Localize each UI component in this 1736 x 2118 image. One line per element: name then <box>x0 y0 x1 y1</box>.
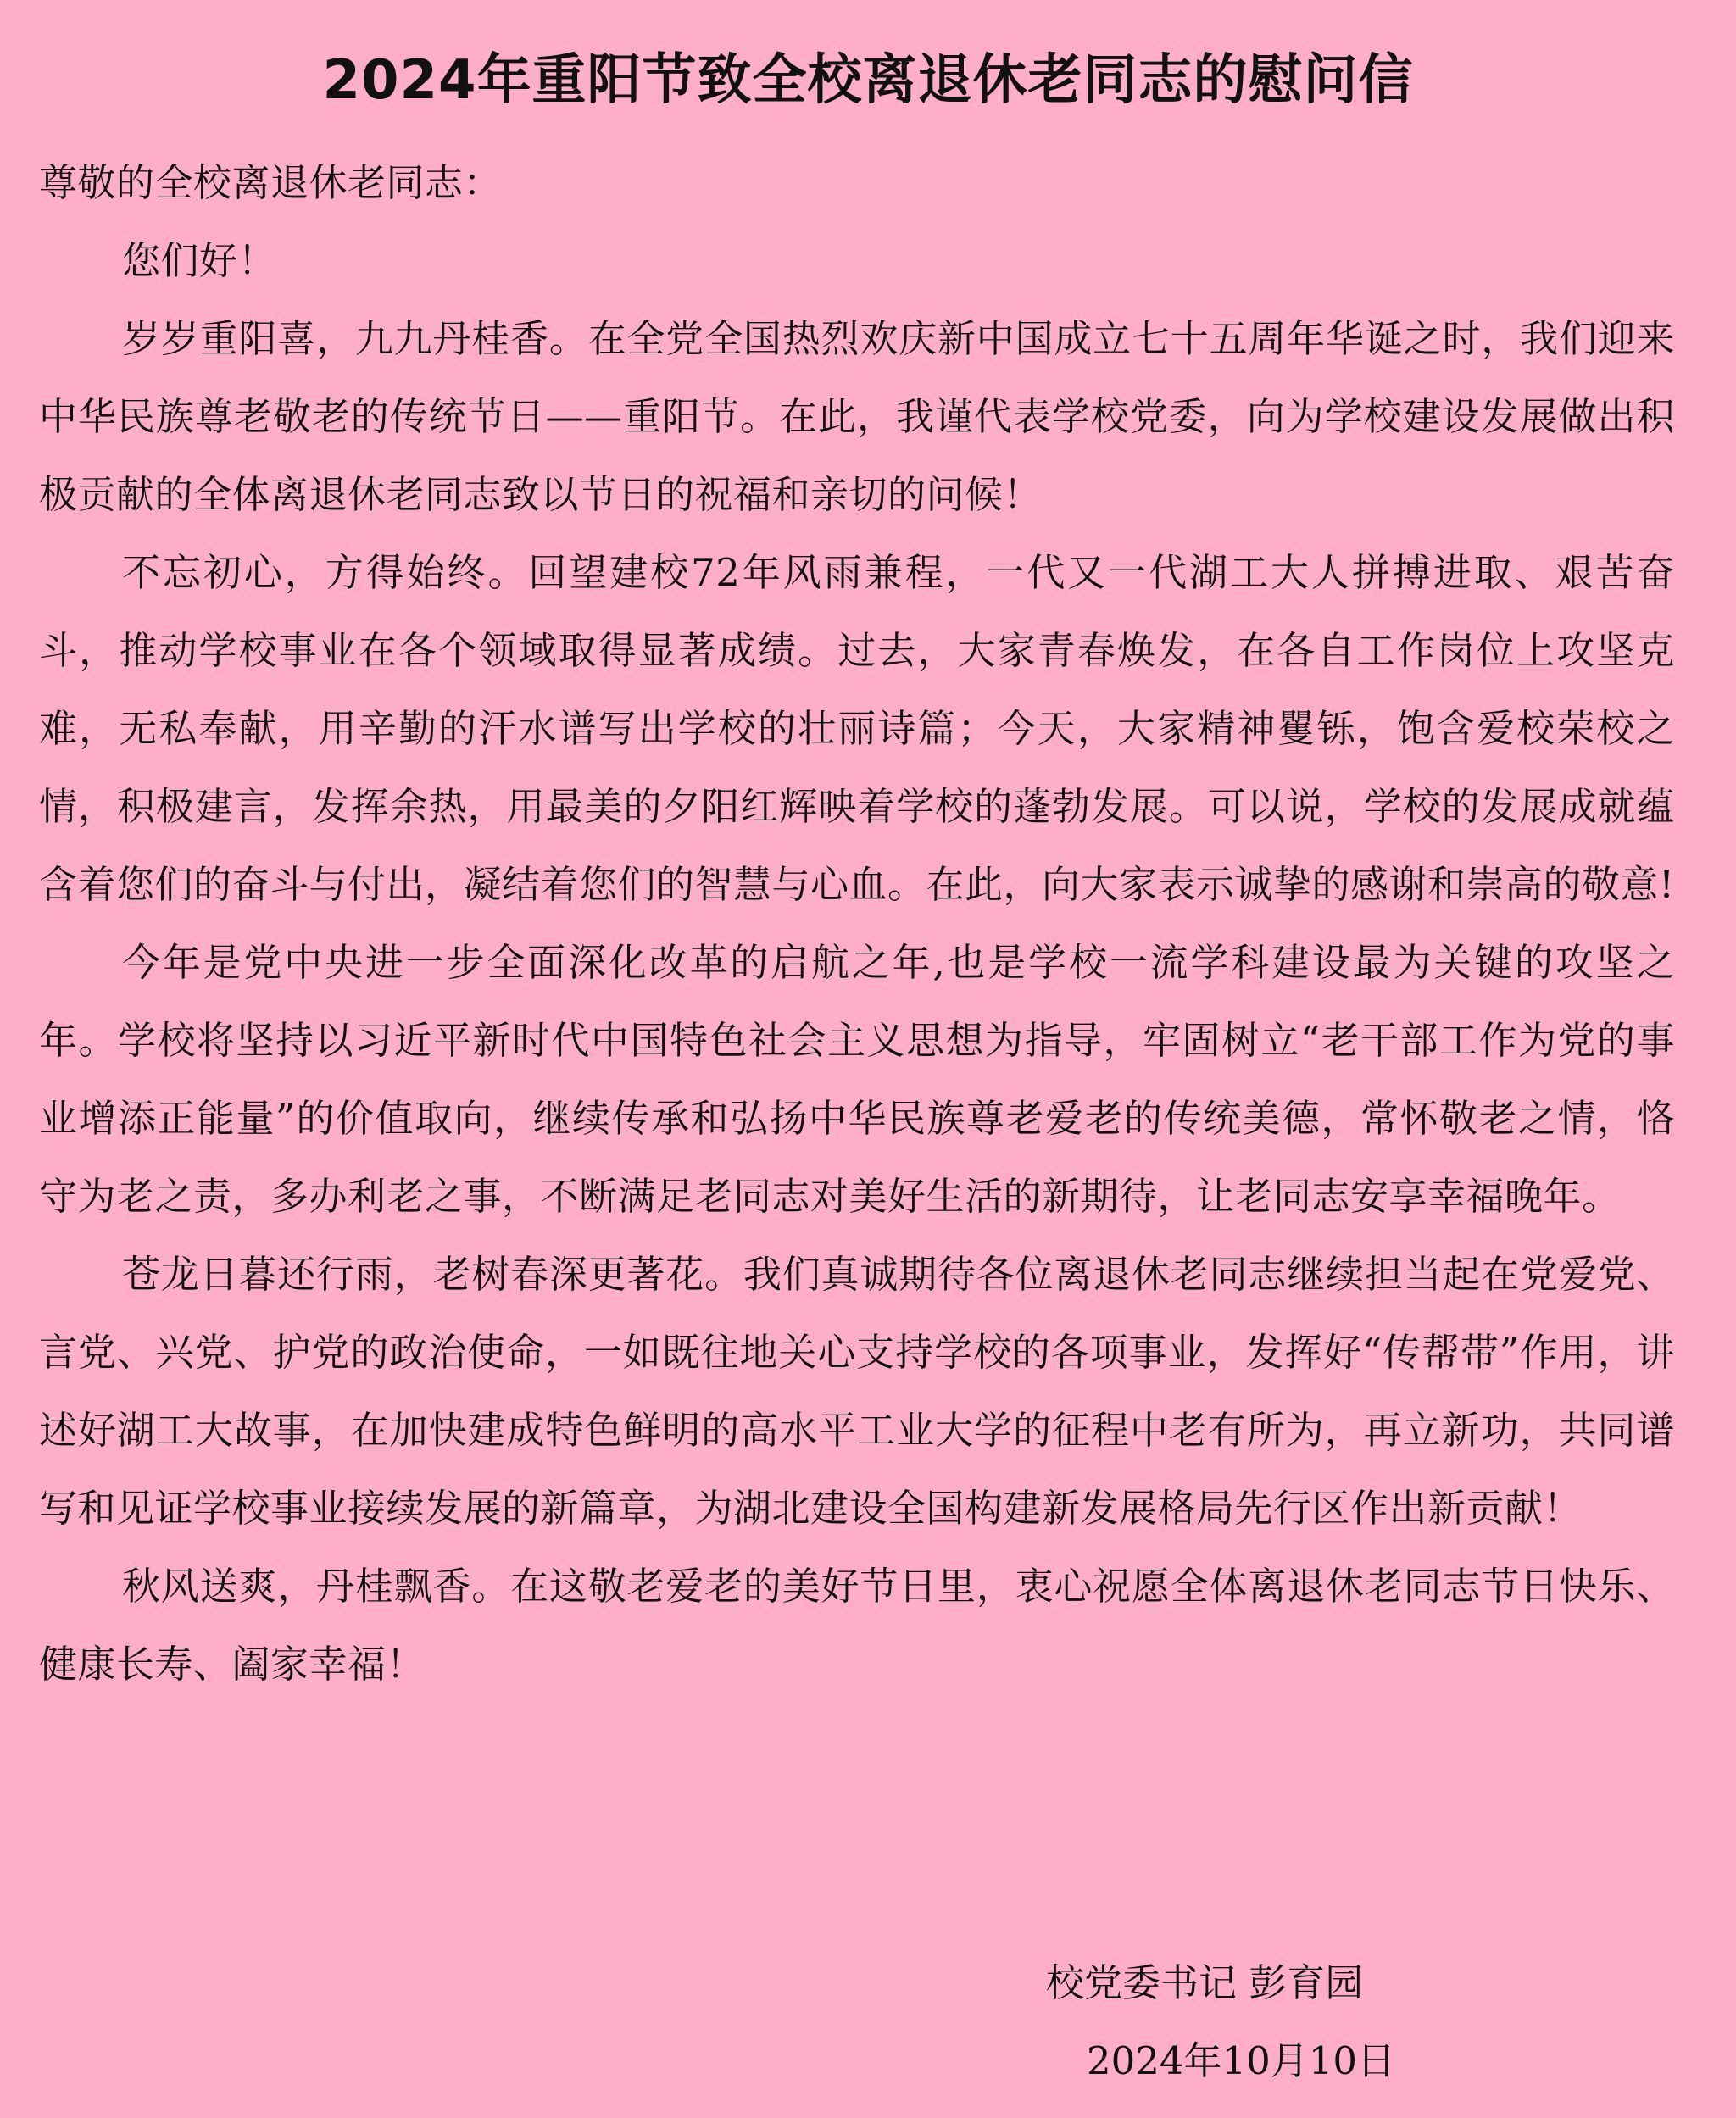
salutation: 尊敬的全校离退休老同志： <box>39 160 503 205</box>
letter-body <box>39 144 1675 1704</box>
letter-date: 2024年10月10日 <box>1087 2038 1396 2083</box>
paragraph-expectation: 苍龙日暮还行雨，老树春深更著花。我们真诚期待各位离退休老同志继续担当起在党爱党、言党、兴党、护党的政治使命，一如既往地关心支持学校的各项事业，发挥好“传帮带”作用，讲述好湖工大故事，在加快建成特色鲜明的高水平工业大学的征程中老有所为，再立新功，共同谱写和见证学校事业接续发展的新篇章，为湖北建设全国构建新发展格局先行区作出新贡献！ <box>39 1252 1675 1531</box>
paragraph-history: 不忘初心，方得始终。回望建校72年风雨兼程，一代又一代湖工大人拼搏进取、艰苦奋斗，推动学校事业在各个领域取得显著成绩。过去，大家青春焕发，在各自工作岗位上攻坚克难，无私奉献，用辛勤的汗水谱写出学校的壮丽诗篇；今天，大家精神矍铄，饱含爱校荣校之情，积极建言，发挥余热，用最美的夕阳红辉映着学校的蓬勃发展。可以说，学校的发展成就蕴含着您们的奋斗与付出，凝结着您们的智慧与心血。在此，向大家表示诚挚的感谢和崇高的敬意! <box>39 550 1675 907</box>
signature: 校党委书记 彭育园 <box>1046 1960 1364 2005</box>
letter-title: 2024年重阳节致全校离退休老同志的慰问信 <box>322 49 1414 112</box>
paragraph-current-year: 今年是党中央进一步全面深化改革的启航之年,也是学校一流学科建设最为关键的攻坚之年。学校将坚持以习近平新时代中国特色社会主义思想为指导，牢固树立“老干部工作为党的事业增添正能量”的价值取向，继续传承和弘扬中华民族尊老爱老的传统美德，常怀敬老之情，恪守为老之责，多办利老之事，不断满足老同志对美好生活的新期待，让老同志安享幸福晚年。 <box>39 940 1675 1219</box>
paragraph-wishes: 秋风送爽，丹桂飘香。在这敬老爱老的美好节日里，衷心祝愿全体离退休老同志节日快乐、健康长寿、阖家幸福！ <box>39 1564 1675 1687</box>
paragraph-festival-greeting: 岁岁重阳喜，九九丹桂香。在全党全国热烈欢庆新中国成立七十五周年华诞之时，我们迎来中华民族尊老敬老的传统节日——重阳节。在此，我谨代表学校党委，向为学校建设发展做出积极贡献的全体离退休老同志致以节日的祝福和亲切的问候！ <box>39 316 1675 517</box>
paragraph-greeting: 您们好！ <box>122 238 277 283</box>
